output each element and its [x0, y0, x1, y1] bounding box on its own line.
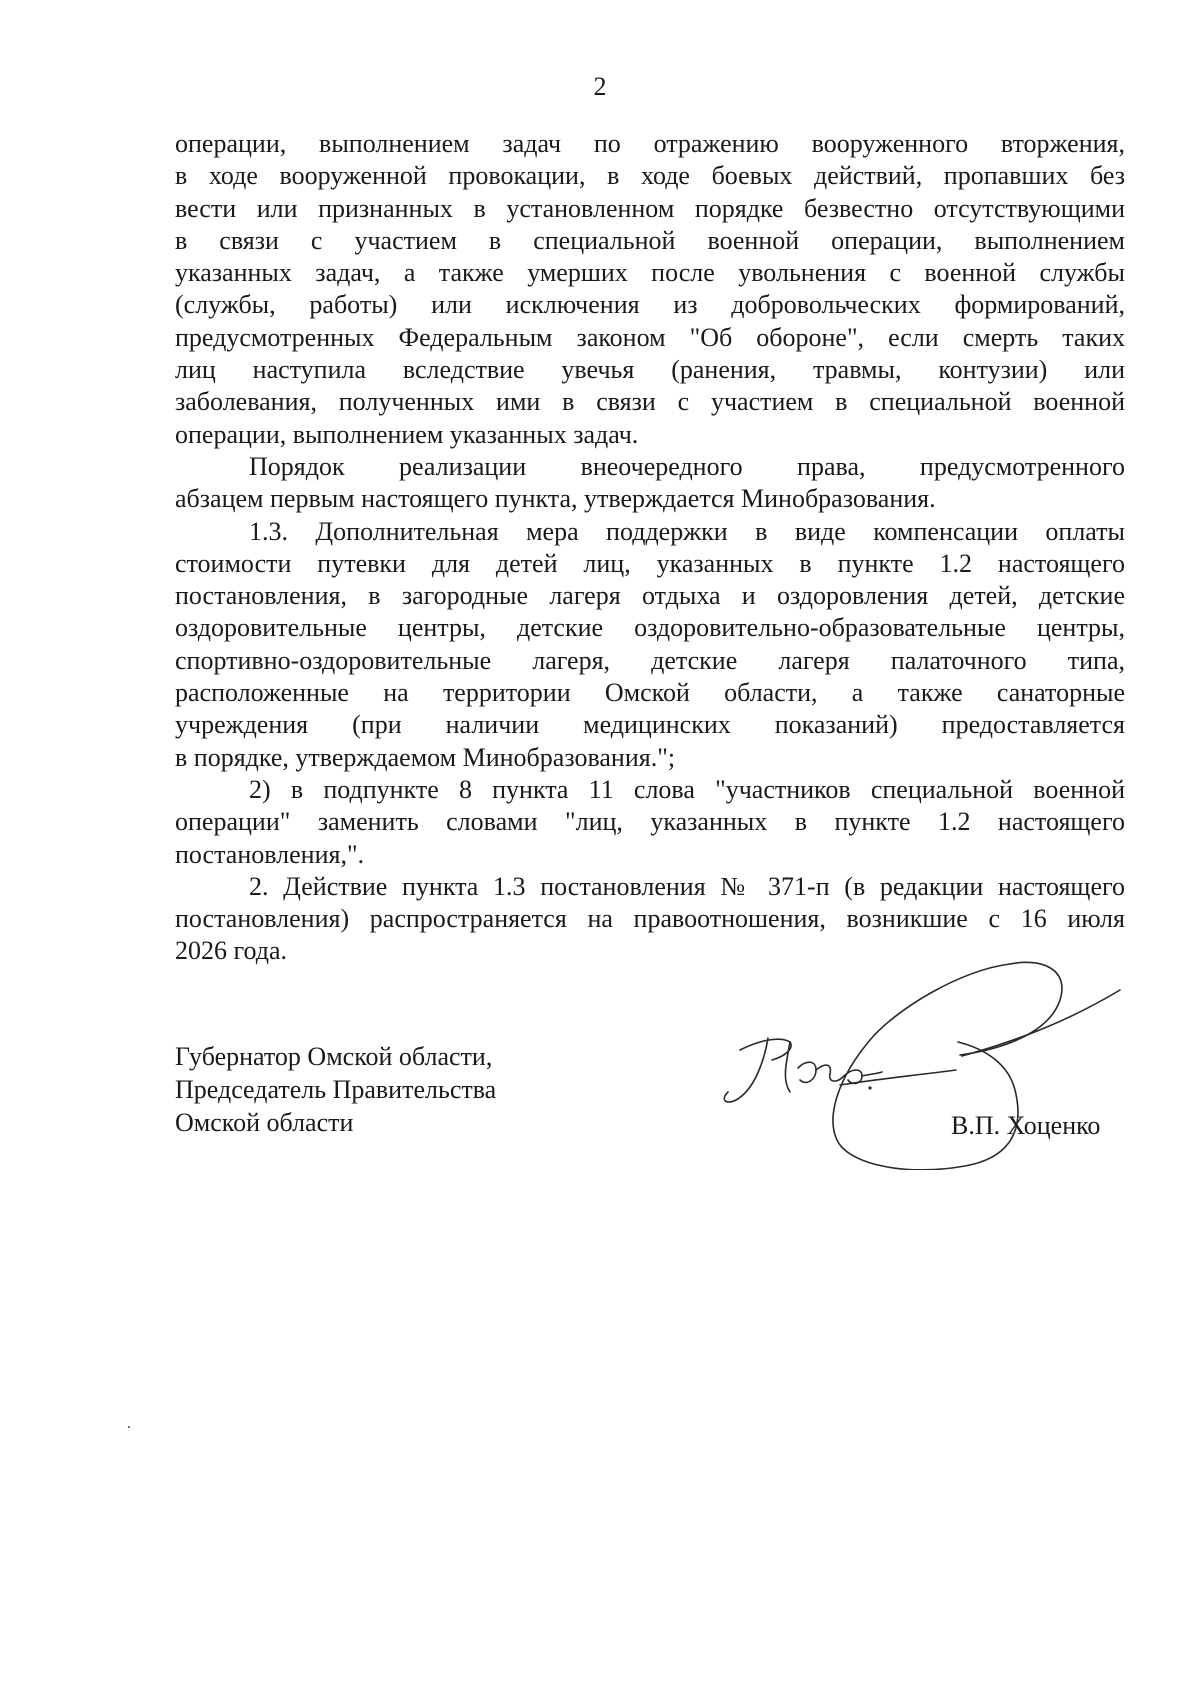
text-line: оздоровительные центры, детские оздоровительно-образовательные центры, [175, 613, 1125, 643]
text-line: стоимости путевки для детей лиц, указанных в пункте 1.2 настоящего [175, 548, 1125, 578]
text-line: расположенные на территории Омской области, а также санаторные [175, 678, 1125, 708]
text-line: в ходе вооруженной провокации, в ходе боевых действий, пропавших без [175, 161, 1125, 191]
scan-speck [128, 1426, 130, 1428]
text-line: 2. Действие пункта 1.3 постановления № 371-п (в редакции настоящего [249, 871, 1125, 901]
text-line: указанных задач, а также умерших после увольнения с военной службы [175, 258, 1125, 288]
text-line: учреждения (при наличии медицинских показаний) предоставляется [175, 710, 1125, 740]
document-body [175, 128, 1125, 968]
text-line: постановления,". [175, 839, 365, 869]
position-line: Председатель Правительства [175, 1075, 497, 1104]
position-line: Губернатор Омской области, [175, 1042, 493, 1071]
position-line: Омской области [175, 1108, 354, 1137]
text-line: Порядок реализации внеочередного права, предусмотренного [249, 451, 1125, 481]
signatory-position [175, 1040, 496, 1139]
signatory-name: В.П. Хоценко [951, 1111, 1101, 1140]
text-line: в порядке, утверждаемом Минобразования."; [175, 742, 676, 772]
text-line: (службы, работы) или исключения из добровольческих формирований, [175, 290, 1125, 320]
text-line: абзацем первым настоящего пункта, утверждается Минобразования. [175, 484, 936, 514]
text-line: 2) в подпункте 8 пункта 11 слова "участников специальной военной [249, 774, 1125, 804]
text-line: операции, выполнением задач по отражению вооруженного вторжения, [175, 129, 1125, 158]
text-line: постановления, в загородные лагеря отдыха и оздоровления детей, детские [175, 581, 1125, 611]
text-line: заболевания, полученных ими в связи с участием в специальной военной [175, 387, 1125, 417]
text-line: 2026 года. [175, 936, 288, 966]
text-line: в связи с участием в специальной военной операции, выполнением [175, 225, 1125, 255]
text-line: операции" заменить словами "лиц, указанных в пункте 1.2 настоящего [175, 807, 1125, 837]
text-line: спортивно-оздоровительные лагеря, детские лагеря палаточного типа, [175, 645, 1125, 675]
text-line: вести или признанных в установленном порядке безвестно отсутствующими [175, 193, 1125, 223]
text-line: предусмотренных Федеральным законом "Об обороне", если смерть таких [175, 322, 1125, 352]
text-line: лиц наступила вследствие увечья (ранения, травмы, контузии) или [175, 355, 1125, 385]
page-number: 2 [593, 72, 607, 101]
text-line: 1.3. Дополнительная мера поддержки в виде компенсации оплаты [249, 516, 1125, 546]
text-line: постановления) распространяется на правоотношения, возникшие с 16 июля [175, 904, 1125, 934]
text-line: операции, выполнением указанных задач. [175, 419, 639, 449]
